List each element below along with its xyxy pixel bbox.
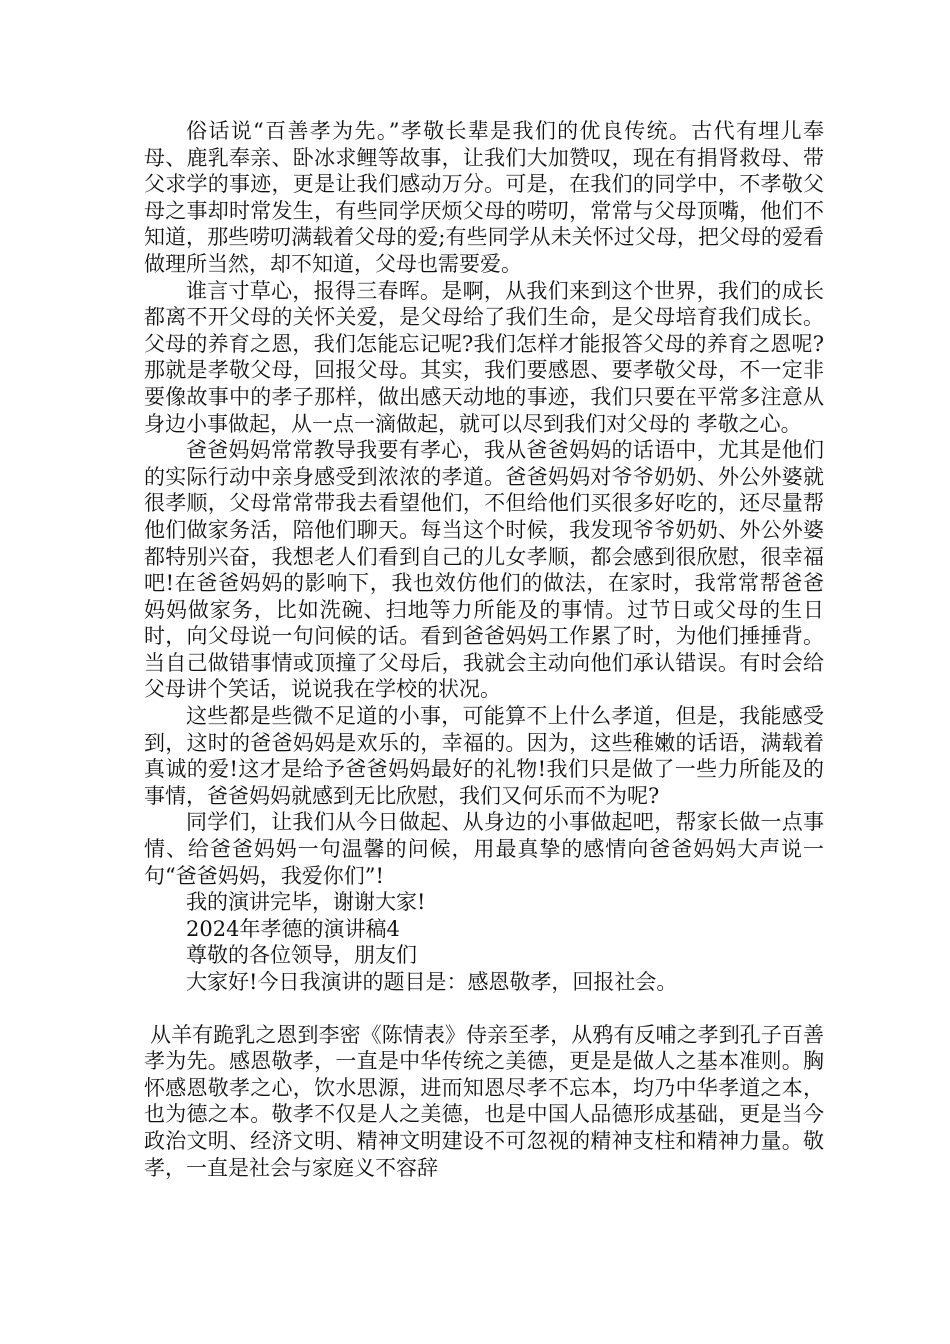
next-speech-title: 2024年孝德的演讲稿4: [186, 916, 400, 941]
paragraph-5: 同学们，让我们从今日做起、从身边的小事做起吧，帮家长做一点事情、给爸爸妈妈一句温馨的问候，用最真挚的感情向爸爸妈妈大声说一句“爸爸妈妈，我爱你们”!: [144, 810, 824, 888]
blank-line: [144, 996, 824, 1022]
salutation-line: 尊敬的各位领导，朋友们: [186, 943, 417, 968]
paragraph-1: 俗话说“百善孝为先。”孝敬长辈是我们的优良传统。古代有埋儿奉母、鹿乳奉亲、卧冰求鲤等故事，让我们大加赞叹，现在有捐肾救母、带父求学的事迹，更是让我们感动万分。可是，在我们的同学中，不孝敬父母之事却时常发生，有些同学厌烦父母的唠叨，常常与父母顶嘴，他们不知道，那些唠叨满载着父母的爱;有些同学从未关怀过父母，把父母的爱看做理所当然，却不知道，父母也需要爱。: [144, 119, 824, 276]
paragraph-2: 谁言寸草心，报得三春晖。是啊，从我们来到这个世界，我们的成长都离不开父母的关怀关爱，是父母给了我们生命，是父母培育我们成长。父母的养育之恩，我们怎能忘记呢?我们怎样才能报答父母的养育之恩呢?那就是孝敬父母，回报父母。其实，我们要感恩、要孝敬父母，不一定非要像故事中的孝子那样，做出感天动地的事迹，我们只要在平常多注意从身边小事做起，从一点一滴做起，就可以尽到我们对父母的 孝敬之心。: [144, 278, 824, 436]
document-page: [144, 118, 824, 1181]
greeting-line: 大家好!今日我演讲的题目是：感恩敬孝，回报社会。: [186, 970, 678, 994]
paragraph-3: 爸爸妈妈常常教导我要有孝心，我从爸爸妈妈的话语中，尤其是他们的实际行动中亲身感受到浓浓的孝道。爸爸妈妈对爷爷奶奶、外公外婆就很孝顺，父母常常带我去看望他们，不但给他们买很多好吃的，还尽量帮他们做家务活，陪他们聊天。每当这个时候，我发现爷爷奶奶、外公外婆都特别兴奋，我想老人们看到自己的儿女孝顺，都会感到很欣慰，很幸福吧!在爸爸妈妈的影响下，我也效仿他们的做法，在家时，我常常帮爸爸妈妈做家务，比如洗碗、扫地等力所能及的事情。过节日或父母的生日时，向父母说一句问候的话。看到爸爸妈妈工作累了时，为他们捶捶背。当自己做错事情或顶撞了父母后，我就会主动向他们承认错误。有时会给父母讲个笑话，说说我在学校的状况。: [144, 438, 824, 702]
paragraph-final: 从羊有跪乳之恩到李密《陈情表》侍亲至孝，从鸦有反哺之孝到孔子百善孝为先。感恩敬孝，一直是中华传统之美德，更是是做人之基本准则。胸怀感恩敬孝之心，饮水思源，进而知恩尽孝不忘本，均乃中华孝道之本，也为德之本。敬孝不仅是人之美德，也是中国人品德形成基础，更是当今政治文明、经济文明、精神文明建设不可忽视的精神支柱和精神力量。敬孝，一直是社会与家庭义不容辞: [144, 1022, 824, 1180]
paragraph-4: 这些都是些微不足道的小事，可能算不上什么孝道，但是，我能感受到，这时的爸爸妈妈是欢乐的，幸福的。因为，这些稚嫩的话语，满载着真诚的爱!这才是给予爸爸妈妈最好的礼物!我们只是做了一些力所能及的事情，爸爸妈妈就感到无比欣慰，我们又何乐而不为呢?: [144, 704, 824, 808]
closing-line: 我的演讲完毕，谢谢大家!: [186, 890, 426, 915]
